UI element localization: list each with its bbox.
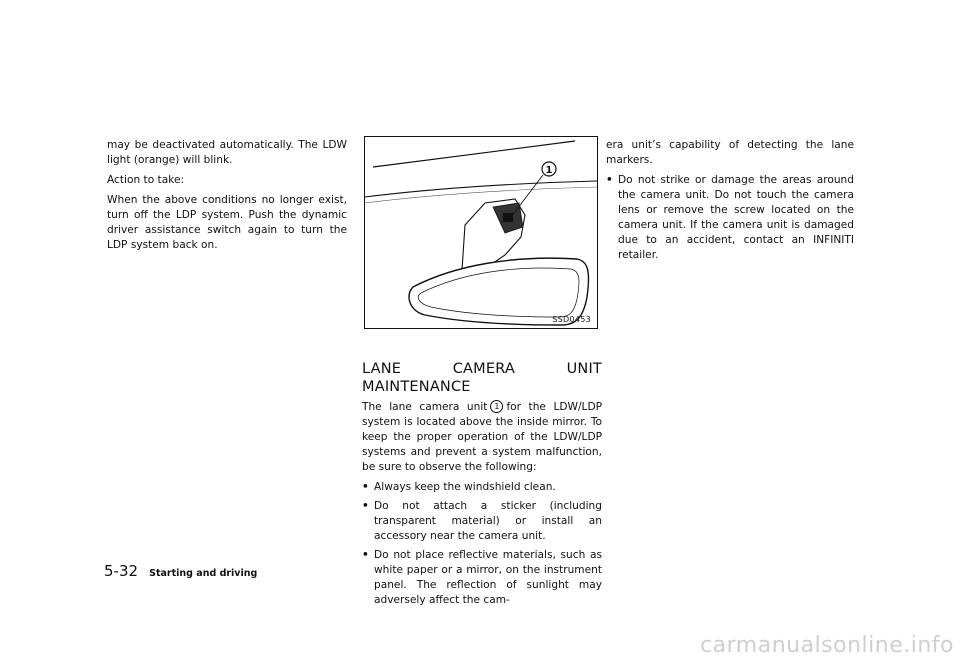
list-item bbox=[362, 499, 602, 544]
intro-text: The lane camera unit bbox=[362, 401, 488, 413]
list-item bbox=[362, 480, 602, 495]
list-item-text: Do not attach a sticker (including transparent material) or install an accessory near the camera unit. bbox=[374, 500, 602, 542]
paragraph: When the above conditions no longer exist, turn off the LDP system. Push the dynamic driver assistance switch again to turn the LDP system back on. bbox=[107, 194, 347, 251]
list-item-text: Always keep the windshield clean. bbox=[374, 481, 556, 493]
mirror-illustration bbox=[365, 137, 597, 328]
list-item-text: Do not strike or damage the areas around the camera unit. Do not touch the camera lens or remove the screw located on the camera unit. If the camera unit is damaged due to an accident, contact an INFINITI retailer. bbox=[618, 174, 854, 261]
watermark: carmanualsonline.info bbox=[700, 633, 954, 658]
camera-figure bbox=[364, 136, 598, 329]
left-column bbox=[107, 138, 347, 258]
bullet-icon: • bbox=[362, 549, 369, 561]
footer-section-name: Starting and driving bbox=[149, 568, 258, 579]
bullet-icon: • bbox=[362, 481, 369, 493]
paragraph: Action to take: bbox=[107, 174, 185, 186]
list-item bbox=[362, 548, 602, 608]
list-item bbox=[606, 173, 854, 263]
intro-paragraph bbox=[362, 400, 602, 475]
bullet-icon: • bbox=[606, 174, 613, 186]
figure-callout-label: 1 bbox=[545, 165, 553, 176]
middle-column bbox=[362, 360, 602, 612]
right-column bbox=[606, 138, 854, 267]
maintenance-list bbox=[362, 480, 602, 608]
intro-text: for the LDW/LDP system is located above the inside mirror. To keep the proper operation of the LDW/LDP systems and prevent a system malfunction, be sure to observe the following: bbox=[362, 401, 602, 473]
list-item-text: Do not place reflective materials, such as white paper or a mirror, on the instrument panel. The reflection of sunlight may adversely affect the cam- bbox=[374, 549, 602, 606]
continued-text: era unit’s capability of detecting the lane markers. bbox=[606, 139, 854, 166]
callout-marker: 1 bbox=[490, 400, 503, 413]
page-footer bbox=[104, 561, 257, 580]
bullet-icon: • bbox=[362, 500, 369, 512]
paragraph: may be deactivated automatically. The LDW light (orange) will blink. bbox=[107, 139, 347, 166]
figure-code: SSD0453 bbox=[552, 315, 591, 324]
maintenance-list-continued bbox=[606, 173, 854, 263]
page-number: 5-32 bbox=[104, 562, 139, 580]
section-heading: LANE CAMERA UNIT MAINTENANCE bbox=[362, 361, 602, 395]
